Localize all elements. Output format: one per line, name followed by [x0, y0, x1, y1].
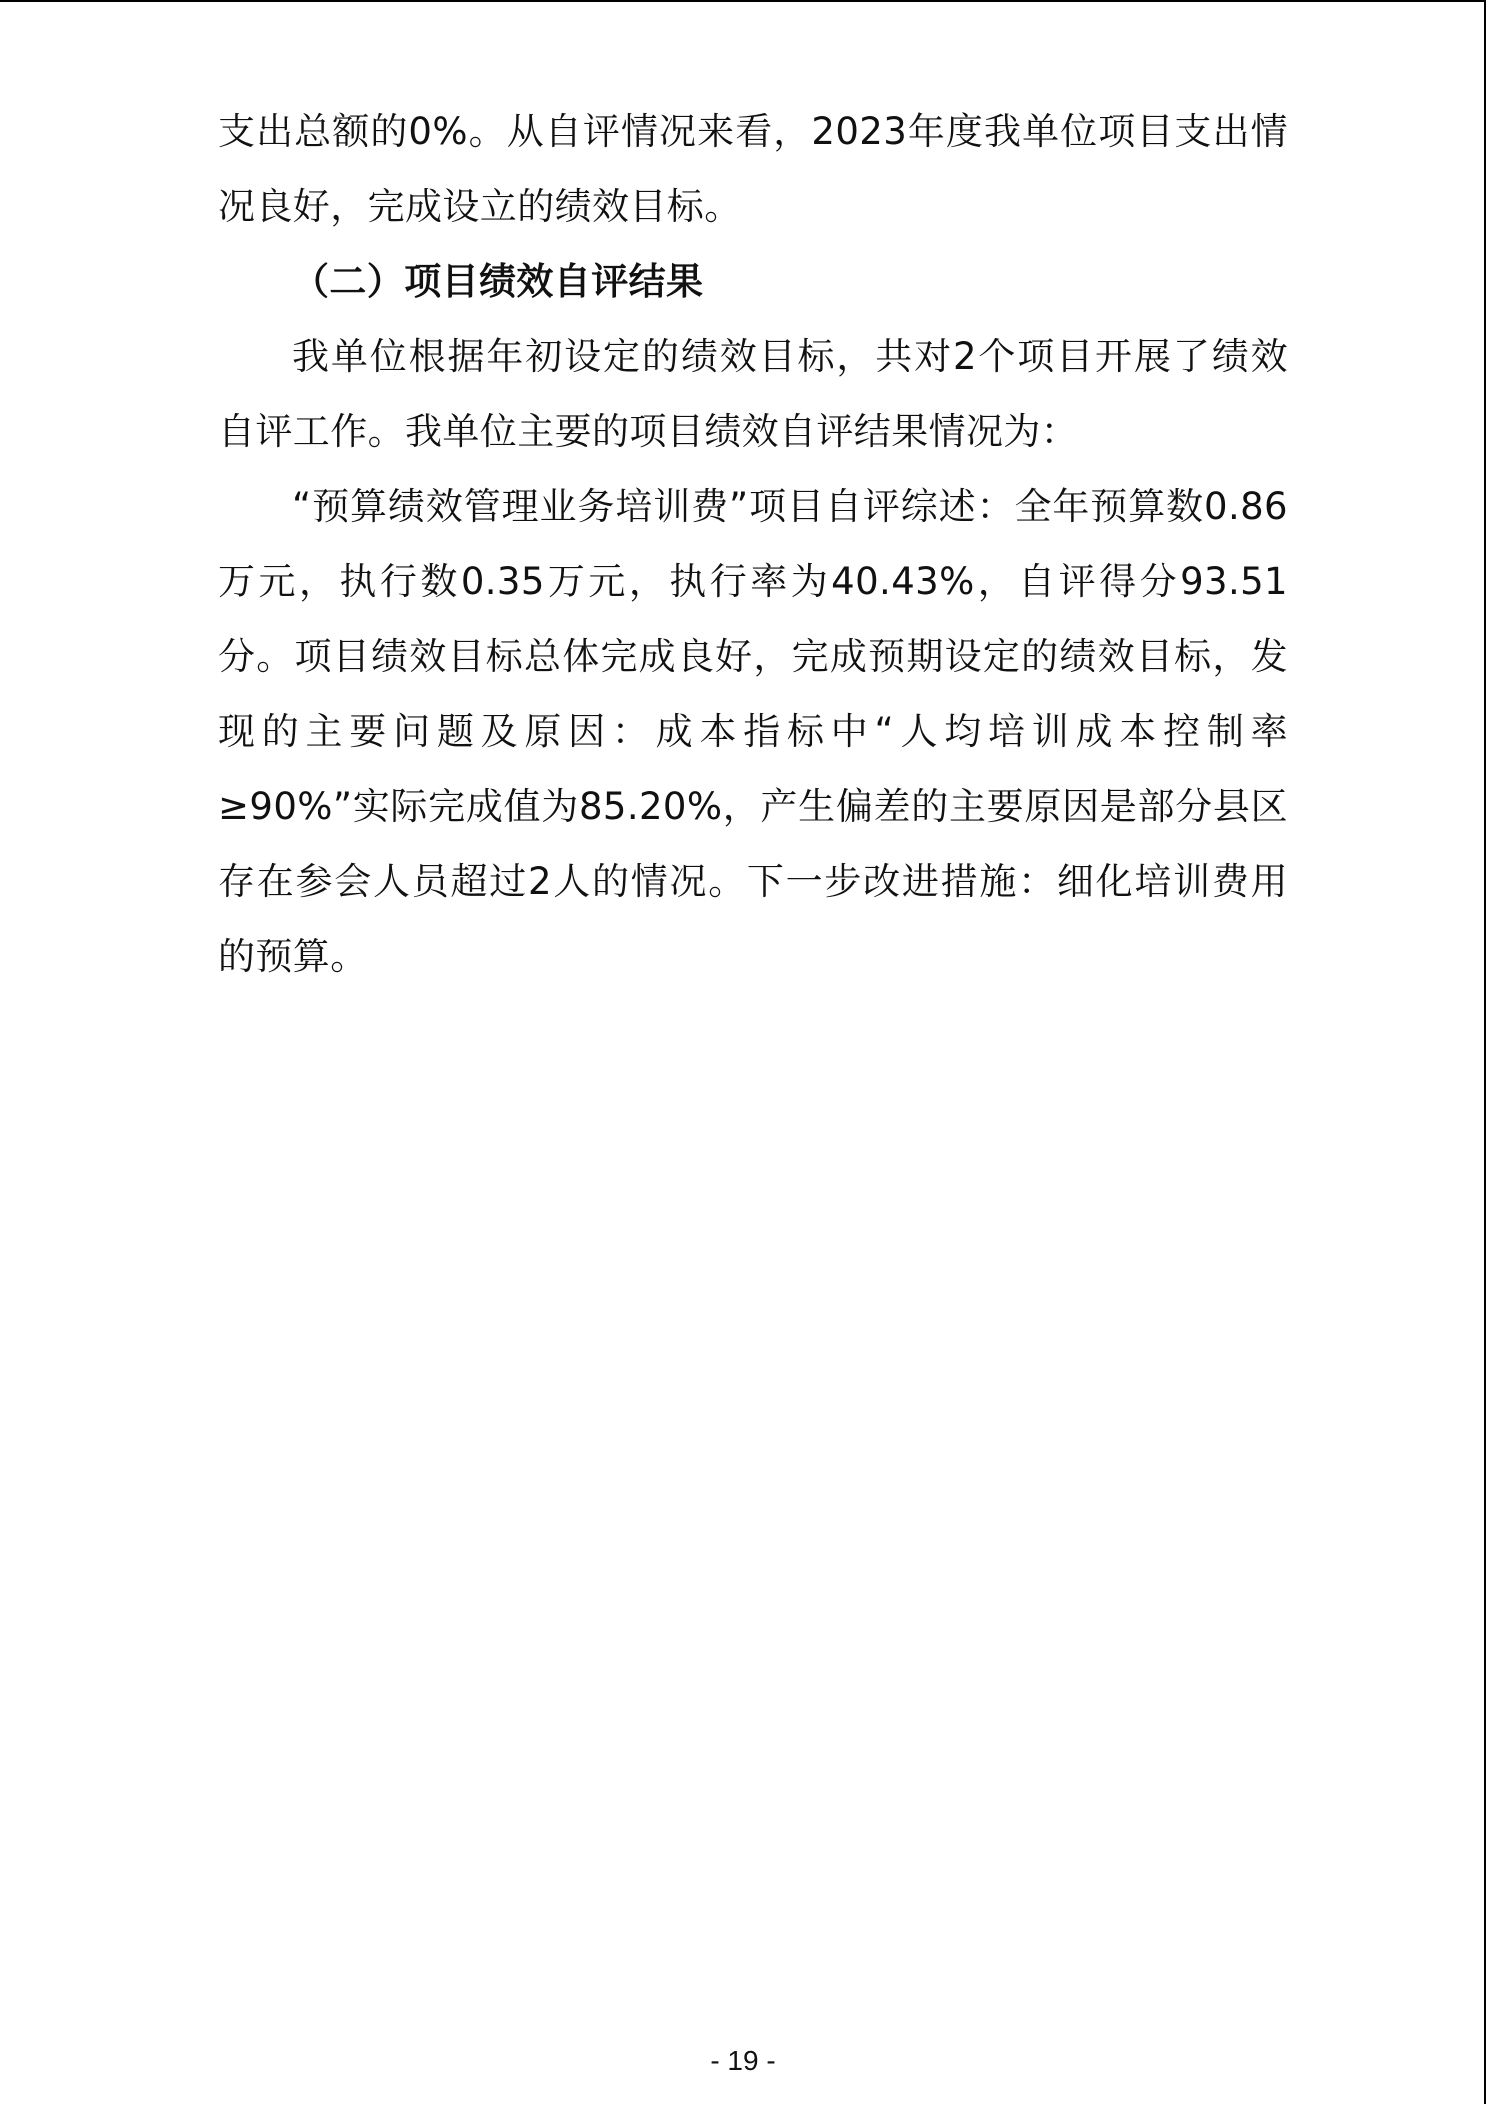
page-body — [218, 94, 1288, 994]
section-heading-project-evaluation: （二）项目绩效自评结果 — [292, 260, 704, 303]
paragraph-training-project-review: “预算绩效管理业务培训费”项目自评综述：全年预算数0.86万元，执行数0.35万元，执行率为40.43%，自评得分93.51分。项目绩效目标总体完成良好，完成预期设定的绩效目标，发现的主要问题及原因：成本指标中“人均培训成本控制率≥90%”实际完成值为85.20%，产生偏差的主要原因是部分县区存在参会人员超过2人的情况。下一步改进措施：细化培训费用的预算。 — [218, 485, 1288, 978]
page-number: - 19 - — [710, 2045, 776, 2076]
paragraph-expense-summary: 支出总额的0%。从自评情况来看，2023年度我单位项目支出情况良好，完成设立的绩效目标。 — [218, 110, 1288, 228]
paragraph-evaluation-intro: 我单位根据年初设定的绩效目标，共对2个项目开展了绩效自评工作。我单位主要的项目绩效自评结果情况为： — [218, 335, 1288, 453]
